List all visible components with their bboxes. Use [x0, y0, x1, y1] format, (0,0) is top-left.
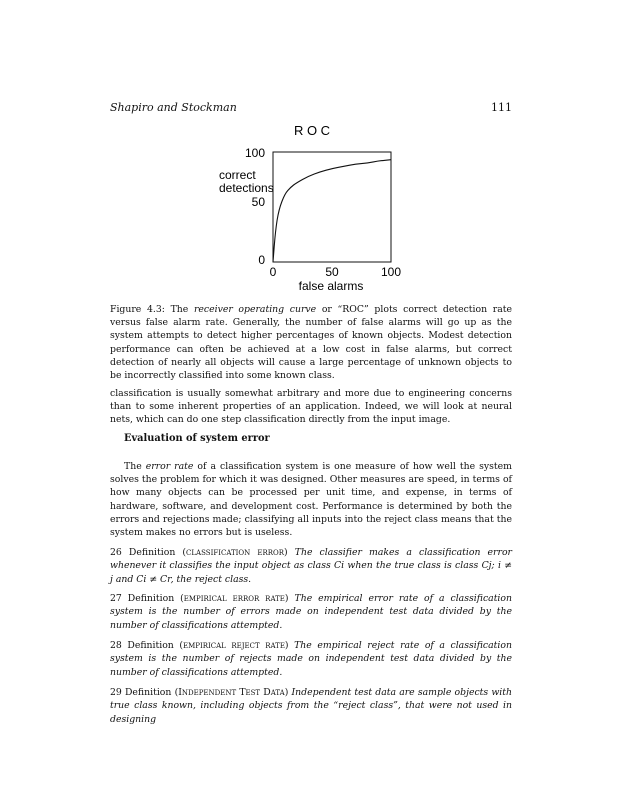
caption-text-after: or “ROC” plots correct detection rate versus false alarm rate. Generally, the number of false alarms will go up as the system attempts to detect higher percentages of known objects. Modest detection performance can often be achieved at a low cost in false alarms, but correct detection of nearly all objects will cause a large percentage of unknown objects to be incorrectly classified into some known class. — [110, 304, 512, 382]
definition-body: The classifier makes a classification error whenever it classifies the input object as class Ci when the true class is class Cj; i ≠ j and Ci ≠ Cr, the reject class. — [110, 547, 512, 585]
roc-chart — [0, 0, 618, 300]
definition-27 — [110, 592, 512, 632]
x-tick-100: 100 — [380, 265, 402, 279]
definition-label: 29 Definition — [110, 687, 172, 698]
chart-title: R O C — [293, 123, 331, 138]
definition-body: Independent test data are sample objects with true class known, including objects from the “reject class”, that were not used in designing — [110, 687, 512, 725]
y-tick-50: 50 — [251, 195, 265, 209]
figure-caption — [110, 303, 512, 382]
error-text-before: The — [124, 461, 142, 472]
caption-label: Figure 4.3: — [110, 304, 165, 315]
definition-name: (classification error) — [182, 547, 288, 558]
error-paragraph-text — [110, 460, 512, 539]
error-term: error rate — [145, 461, 194, 472]
intro-paragraph — [110, 387, 512, 427]
section-heading: Evaluation of system error — [124, 433, 270, 444]
definition-name: (Independent Test Data) — [174, 687, 289, 698]
roc-curve — [273, 160, 391, 262]
caption-term: receiver operating curve — [193, 304, 317, 315]
error-paragraph — [110, 460, 512, 539]
error-text-after: of a classification system is one measure of how well the system solves the problem for which it was designed. Other measures are speed, in terms of how many objects can be processed per unit time, and expense, in terms of hardware, software, and development cost. Performance is determined by both the errors and rejections made; classifying all inputs into the reject class means that the system makes no errors but is useless. — [110, 461, 512, 539]
x-tick-50: 50 — [325, 265, 339, 279]
y-tick-100: 100 — [244, 146, 265, 160]
intro-text: classification is usually somewhat arbitrary and more due to engineering concerns than to some inherent properties of an application. Indeed, we will look at neural nets, which can do one step classification directly from the input image. — [110, 388, 512, 426]
y-axis-label-line1: correct — [219, 168, 256, 182]
page-number: 111 — [491, 101, 512, 114]
definition-29 — [110, 686, 512, 726]
definition-label: 27 Definition — [110, 593, 175, 604]
definition-body: The empirical reject rate of a classification system is the number of rejects made on independent test data divided by the number of classifications attempted. — [110, 640, 512, 678]
definition-body: The empirical error rate of a classification system is the number of errors made on independent test data divided by the number of classifications attempted. — [110, 593, 512, 631]
definition-label: 28 Definition — [110, 640, 174, 651]
definition-name: (empirical error rate) — [180, 593, 289, 604]
y-axis-label-line2: detections — [219, 181, 274, 195]
x-axis-label: false alarms — [298, 279, 364, 293]
caption-text-before: The — [170, 304, 189, 315]
definition-name: (empirical reject rate) — [179, 640, 289, 651]
x-tick-0: 0 — [269, 265, 277, 279]
definition-label: 26 Definition — [110, 547, 176, 558]
running-title: Shapiro and Stockman — [110, 101, 237, 114]
definition-26 — [110, 546, 512, 586]
definition-28 — [110, 639, 512, 679]
y-tick-0: 0 — [258, 253, 265, 267]
